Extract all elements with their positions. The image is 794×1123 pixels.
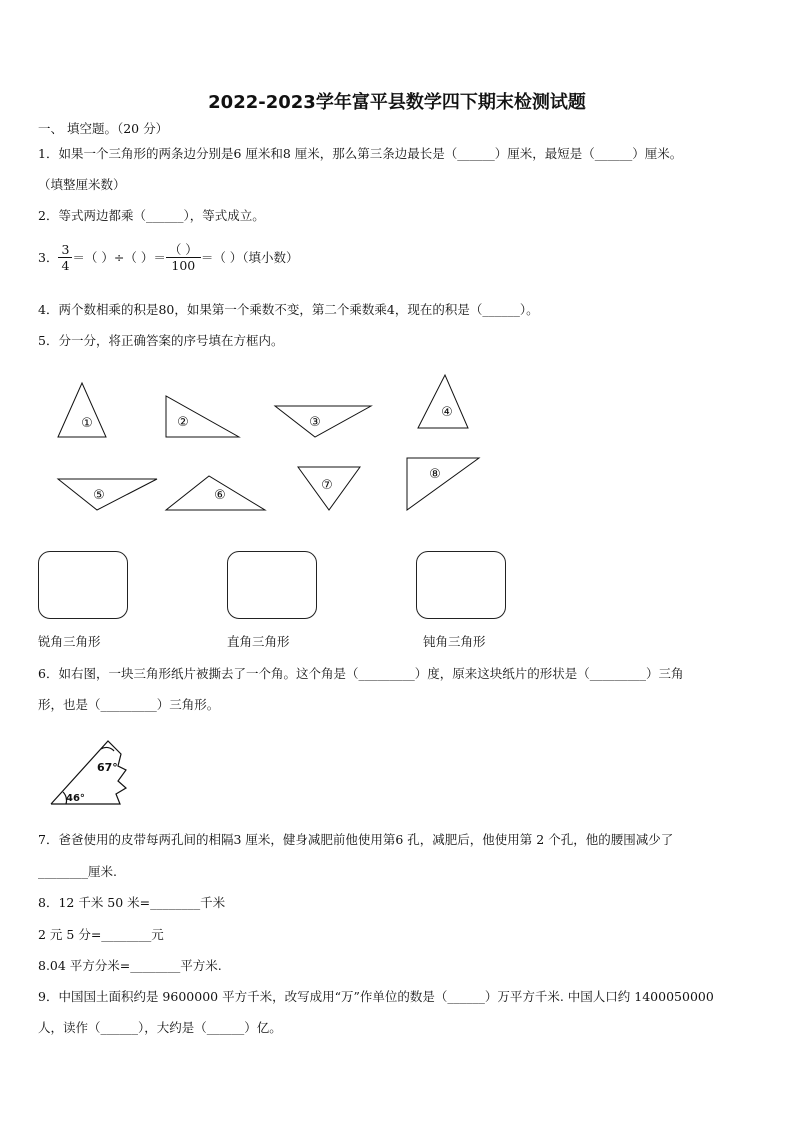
triangle-7-label: ⑦ [321, 478, 333, 493]
obtuse-triangle-label: 钝角三角形 [423, 634, 486, 649]
question-1-note: （填整厘米数） [38, 177, 126, 192]
fraction-blank-100 [166, 242, 201, 273]
question-7-blank: ________ [38, 864, 88, 879]
question-8c: 8.04 平方分米=________平方米. [38, 958, 222, 973]
question-8a: 8．12 千米 50 米=________千米 [38, 895, 226, 910]
angle-label-46: 46° [66, 793, 85, 804]
question-7-unit: 厘米. [88, 864, 117, 879]
triangle-8 [407, 458, 479, 510]
question-3 [38, 242, 299, 273]
question-7: 7．爸爸使用的皮带每两孔间的相隔3 厘米，健身减肥前他使用第6 孔，减肥后，他使用第 2 个孔，他的腰围减少了 [38, 832, 674, 847]
triangle-1-label: ① [81, 416, 93, 431]
question-6: 6．如右图，一块三角形纸片被撕去了一个角。这个角是（_________）度，原来这块纸片的形状是（_________）三角 [38, 666, 684, 681]
right-triangle-box[interactable] [227, 551, 317, 619]
question-9: 9．中国国土面积约是 9600000 平方千米，改写成用“万”作单位的数是（______）万平方千米. 中国人口约 1400050000 [38, 989, 714, 1004]
section-heading: 一、 填空题。（20 分） [38, 121, 169, 136]
right-triangle-label: 直角三角形 [227, 634, 290, 649]
torn-triangle-figure [48, 736, 138, 808]
acute-triangle-label: 锐角三角形 [38, 634, 101, 649]
triangle-3-label: ③ [309, 415, 321, 430]
triangle-8-label: ⑧ [429, 467, 441, 482]
question-2: 2．等式两边都乘（______），等式成立。 [38, 208, 265, 223]
question-3-middle: ＝（ ）÷（ ）＝ [72, 249, 166, 265]
triangle-4-label: ④ [441, 405, 453, 420]
triangle-4 [418, 375, 468, 428]
question-7-line2 [38, 864, 117, 880]
angle-label-67: 67° [97, 761, 118, 774]
triangle-3 [275, 406, 371, 437]
fraction-denominator-100: 100 [171, 258, 196, 273]
fraction-denominator: 4 [61, 258, 70, 273]
question-6-line2: 形，也是（_________）三角形。 [38, 697, 220, 712]
triangle-2-label: ② [177, 415, 189, 430]
acute-triangle-box[interactable] [38, 551, 128, 619]
fraction-numerator: 3 [58, 242, 72, 258]
angle-arc-67 [101, 747, 114, 751]
question-3-tail: ＝（ ）（填小数） [200, 249, 299, 265]
question-3-label: 3． [38, 249, 59, 265]
triangles-figure [40, 366, 500, 516]
question-5: 5．分一分，将正确答案的序号填在方框内。 [38, 333, 284, 348]
obtuse-triangle-box[interactable] [416, 551, 506, 619]
question-1: 1．如果一个三角形的两条边分别是6 厘米和8 厘米，那么第三条边最长是（______）厘米，最短是（______）厘米。 [38, 146, 683, 161]
fraction-3-4 [58, 242, 72, 273]
page-title: 2022-2023学年富平县数学四下期末检测试题 [208, 92, 586, 113]
triangle-5 [58, 479, 157, 510]
question-9-line2: 人，读作（______），大约是（______）亿。 [38, 1020, 282, 1035]
question-4: 4．两个数相乘的积是80，如果第一个乘数不变，第二个乘数乘4，现在的积是（______）。 [38, 302, 539, 317]
triangle-5-label: ⑤ [93, 488, 105, 503]
fraction-numerator-blank: （ ） [166, 242, 201, 258]
question-8b: 2 元 5 分=________元 [38, 927, 164, 942]
triangle-6-label: ⑥ [214, 488, 226, 503]
